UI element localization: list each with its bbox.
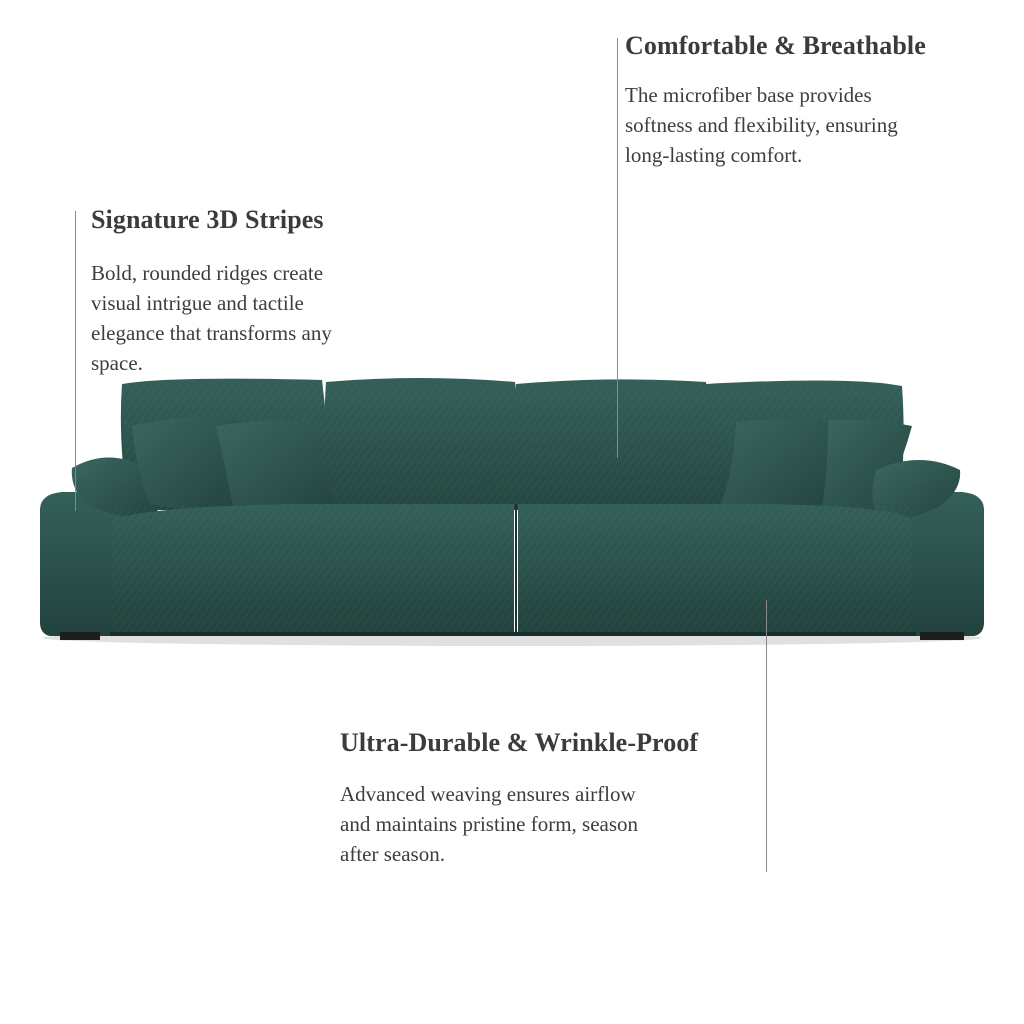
feature-title: Ultra-Durable & Wrinkle-Proof: [340, 728, 699, 757]
feature-title: Signature 3D Stripes: [91, 205, 324, 234]
feature-title: Comfortable & Breathable: [625, 31, 926, 60]
feature-line: The microfiber base provides: [625, 83, 872, 107]
sofa-foot: [920, 632, 964, 640]
callout-line-stripes: [75, 211, 76, 511]
seat-cushions: [111, 504, 913, 632]
feature-ultra-durable-wrinkle-proof: [340, 727, 780, 869]
sofa-image: [0, 370, 1024, 670]
feature-description: [91, 258, 391, 378]
feature-signature-3d-stripes: [91, 204, 391, 378]
feature-line: long-lasting comfort.: [625, 143, 803, 167]
feature-line: softness and flexibility, ensuring: [625, 113, 898, 137]
feature-line: visual intrigue and tactile: [91, 291, 304, 315]
feature-line: Advanced weaving ensures airflow: [340, 782, 636, 806]
feature-description: [340, 779, 780, 869]
callout-line-comfort: [617, 38, 618, 458]
feature-line: elegance that transforms any: [91, 321, 332, 345]
feature-line: space.: [91, 351, 143, 375]
feature-line: Bold, rounded ridges create: [91, 261, 324, 285]
sofa-base: [110, 632, 916, 636]
feature-line: and maintains pristine form, season: [340, 812, 639, 836]
feature-comfortable-breathable: [625, 30, 1005, 170]
feature-line: after season.: [340, 842, 445, 866]
feature-description: [625, 80, 1005, 170]
sofa-foot: [60, 632, 100, 640]
